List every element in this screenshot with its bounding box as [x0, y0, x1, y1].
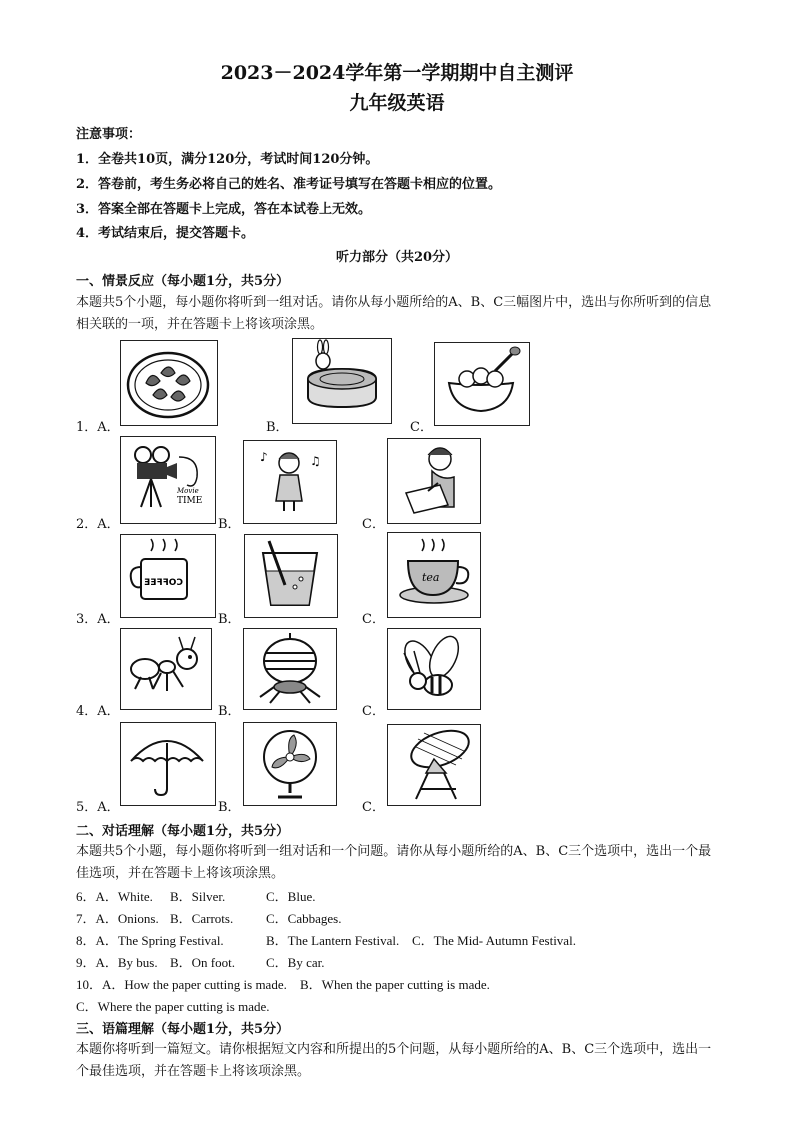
- dumplings-plate-icon: [121, 341, 216, 424]
- coffee-cup-icon: [121, 535, 214, 616]
- q7-option-a: 7．A．Onions.: [76, 911, 159, 926]
- q9-option-a: 9．A．By bus.: [76, 955, 158, 970]
- svg-text:TIME: TIME: [177, 496, 203, 506]
- svg-text:COFFEE: COFFEE: [144, 578, 183, 588]
- q1-option-a[interactable]: [120, 340, 218, 426]
- svg-text:♪: ♪: [260, 450, 268, 464]
- q2-label-a: 2．A．: [76, 517, 120, 532]
- q4-option-c[interactable]: [387, 628, 481, 710]
- q8-option-b: B．The Lantern Festival.: [266, 933, 400, 948]
- q4-label-c: C．: [362, 704, 385, 719]
- part2-instructions: 本题共5个小题，每小题你将听到一组对话和一个问题。请你从每小题所给的A、B、C三个选项中，选出一个最佳选项，并在答题卡上将该项涂黑。: [76, 844, 712, 881]
- note-item-1: 1．全卷共10页，满分120分，考试时间120分钟。: [76, 152, 379, 167]
- listening-heading: 听力部分（共20分）: [335, 250, 459, 265]
- q9-option-c: C．By car.: [266, 955, 325, 970]
- svg-text:Movie: Movie: [177, 487, 199, 495]
- q3-label-a: 3．A．: [76, 612, 120, 627]
- q4-option-a[interactable]: [120, 628, 212, 710]
- q3-option-a[interactable]: [120, 534, 216, 618]
- q10-option-c: C．Where the paper cutting is made.: [76, 999, 270, 1014]
- q9-option-b: B．On foot.: [170, 955, 236, 970]
- q7-option-c: C．Cabbages.: [266, 911, 342, 926]
- tea-cup-icon: [388, 533, 479, 616]
- svg-text:tea: tea: [422, 571, 440, 584]
- q4-label-b: B．: [218, 704, 241, 719]
- note-item-3: 3．答案全部在答题卡上完成，答在本试卷上无效。: [76, 202, 372, 217]
- svg-text:♫: ♫: [310, 454, 321, 468]
- q7-option-b: B．Carrots.: [170, 911, 234, 926]
- beetle-icon: [244, 629, 335, 708]
- q6-option-c: C．Blue.: [266, 889, 316, 904]
- q2-option-c[interactable]: [387, 438, 481, 524]
- writing-girl-icon: [388, 439, 479, 522]
- fan-icon: [244, 723, 335, 804]
- singing-girl-icon: [244, 441, 335, 522]
- q4-option-b[interactable]: [243, 628, 337, 710]
- q2-option-a[interactable]: [120, 436, 216, 524]
- q1-option-c[interactable]: [434, 342, 530, 426]
- q3-option-c[interactable]: [387, 532, 481, 618]
- q6-option-a: 6．A．White.: [76, 889, 153, 904]
- q1-label-a: 1．A．: [76, 420, 120, 435]
- part1-heading: 一、情景反应（每小题1分，共5分）: [76, 274, 290, 289]
- exam-subtitle: 九年级英语: [349, 92, 445, 114]
- q1-label-b: B．: [266, 420, 289, 435]
- q8-option-c: C．The Mid- Autumn Festival.: [412, 933, 576, 948]
- note-item-4: 4．考试结束后，提交答题卡。: [76, 226, 255, 241]
- juice-glass-icon: [245, 535, 336, 616]
- note-item-2: 2．答卷前，考生务必将自己的姓名、准考证号填写在答题卡相应的位置。: [76, 177, 502, 192]
- q4-label-a: 4．A．: [76, 704, 120, 719]
- part2-heading: 二、对话理解（每小题1分，共5分）: [76, 824, 290, 839]
- q10-option-b: B．When the paper cutting is made.: [300, 977, 490, 992]
- movie-camera-icon: [121, 437, 214, 522]
- part3-heading: 三、语篇理解（每小题1分，共5分）: [76, 1022, 290, 1037]
- q2-label-b: B．: [218, 517, 241, 532]
- q5-option-b[interactable]: [243, 722, 337, 806]
- tangyuan-bowl-icon: [435, 343, 528, 424]
- q8-option-a: 8．A．The Spring Festival.: [76, 933, 224, 948]
- ant-icon: [121, 629, 210, 708]
- q10-option-a: 10．A．How the paper cutting is made.: [76, 977, 287, 992]
- part3-instructions: 本题你将听到一篇短文。请你根据短文内容和所提出的5个问题，从每小题所给的A、B、C三个选项中，选出一个最佳选项，并在答题卡上将该项涂黑。: [76, 1042, 712, 1079]
- q5-option-c[interactable]: [387, 724, 481, 806]
- part1-instructions: 本题共5个小题，每小题你将听到一组对话。请你从每小题所给的A、B、C三幅图片中，选出与你所听到的信息相关联的一项，并在答题卡上将该项涂黑。: [76, 295, 712, 332]
- q1-option-b[interactable]: [292, 338, 392, 424]
- q3-option-b[interactable]: [244, 534, 338, 618]
- q5-label-a: 5．A．: [76, 800, 120, 815]
- satellite-dish-icon: [388, 725, 479, 804]
- q5-label-b: B．: [218, 800, 241, 815]
- q3-label-b: B．: [218, 612, 241, 627]
- bee-icon: [388, 629, 479, 708]
- mooncake-rabbit-icon: [293, 339, 390, 422]
- q2-option-b[interactable]: [243, 440, 337, 524]
- q2-label-c: C．: [362, 517, 385, 532]
- q5-label-c: C．: [362, 800, 385, 815]
- umbrella-icon: [121, 723, 214, 804]
- notes-heading: 注意事项：: [76, 127, 142, 142]
- q1-label-c: C．: [410, 420, 433, 435]
- q3-label-c: C．: [362, 612, 385, 627]
- exam-title: 2023－2024学年第一学期期中自主测评: [220, 62, 574, 84]
- q6-option-b: B．Silver.: [170, 889, 226, 904]
- q5-option-a[interactable]: [120, 722, 216, 806]
